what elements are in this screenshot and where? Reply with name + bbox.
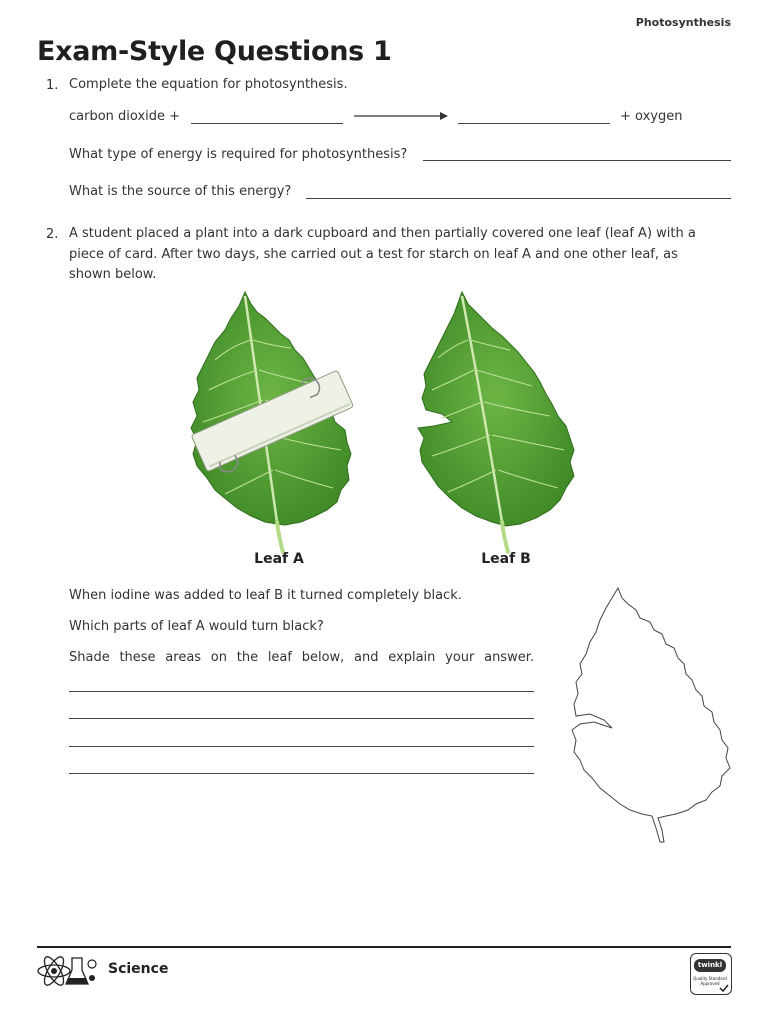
energy-source-question: What is the source of this energy? bbox=[69, 184, 292, 199]
leaf-b-label: Leaf B bbox=[481, 551, 531, 567]
question-2-intro-line-2: piece of card. After two days, she carried out a test for starch on leaf A and one other leaf, as bbox=[69, 247, 678, 262]
page-title: Exam-Style Questions 1 bbox=[37, 36, 392, 67]
badge-caption: Quality Standard Approved bbox=[693, 976, 727, 986]
reaction-arrow-icon bbox=[354, 110, 450, 122]
answer-line-explain-1[interactable] bbox=[69, 691, 534, 692]
answer-line-reactant[interactable] bbox=[191, 123, 343, 124]
topic-label: Photosynthesis bbox=[635, 16, 731, 29]
answer-line-explain-4[interactable] bbox=[69, 773, 534, 774]
question-1-prompt: Complete the equation for photosynthesis. bbox=[69, 77, 348, 92]
answer-line-explain-2[interactable] bbox=[69, 718, 534, 719]
answer-line-product[interactable] bbox=[458, 123, 610, 124]
equation-product: + oxygen bbox=[620, 109, 683, 124]
question-2-intro-line-1: A student placed a plant into a dark cupboard and then partially covered one leaf (leaf A) with a bbox=[69, 226, 696, 241]
answer-line-explain-3[interactable] bbox=[69, 746, 534, 747]
leaf-outline-shading-area[interactable] bbox=[566, 584, 736, 846]
checkmark-icon bbox=[719, 984, 729, 992]
question-1-number: 1. bbox=[46, 78, 59, 93]
equation-reactant: carbon dioxide + bbox=[69, 109, 181, 124]
shade-instruction: Shade these areas on the leaf below, and explain your answer. bbox=[69, 650, 534, 665]
answer-line-energy-source[interactable] bbox=[306, 198, 731, 199]
leaf-b-image bbox=[412, 290, 582, 555]
which-parts-question: Which parts of leaf A would turn black? bbox=[69, 619, 324, 634]
iodine-statement: When iodine was added to leaf B it turned completely black. bbox=[69, 588, 462, 603]
answer-line-energy-type[interactable] bbox=[423, 160, 731, 161]
question-2-intro-line-3: shown below. bbox=[69, 267, 157, 282]
question-2-number: 2. bbox=[46, 227, 59, 242]
leaf-a-label: Leaf A bbox=[254, 551, 304, 567]
quality-badge-logo bbox=[690, 953, 732, 995]
badge-brand: twinkl bbox=[694, 959, 726, 972]
leaf-a-image bbox=[185, 290, 360, 555]
science-atom-icon bbox=[36, 952, 98, 990]
footer-subject: Science bbox=[108, 961, 169, 977]
footer-divider bbox=[37, 946, 731, 948]
energy-type-question: What type of energy is required for photosynthesis? bbox=[69, 147, 408, 162]
